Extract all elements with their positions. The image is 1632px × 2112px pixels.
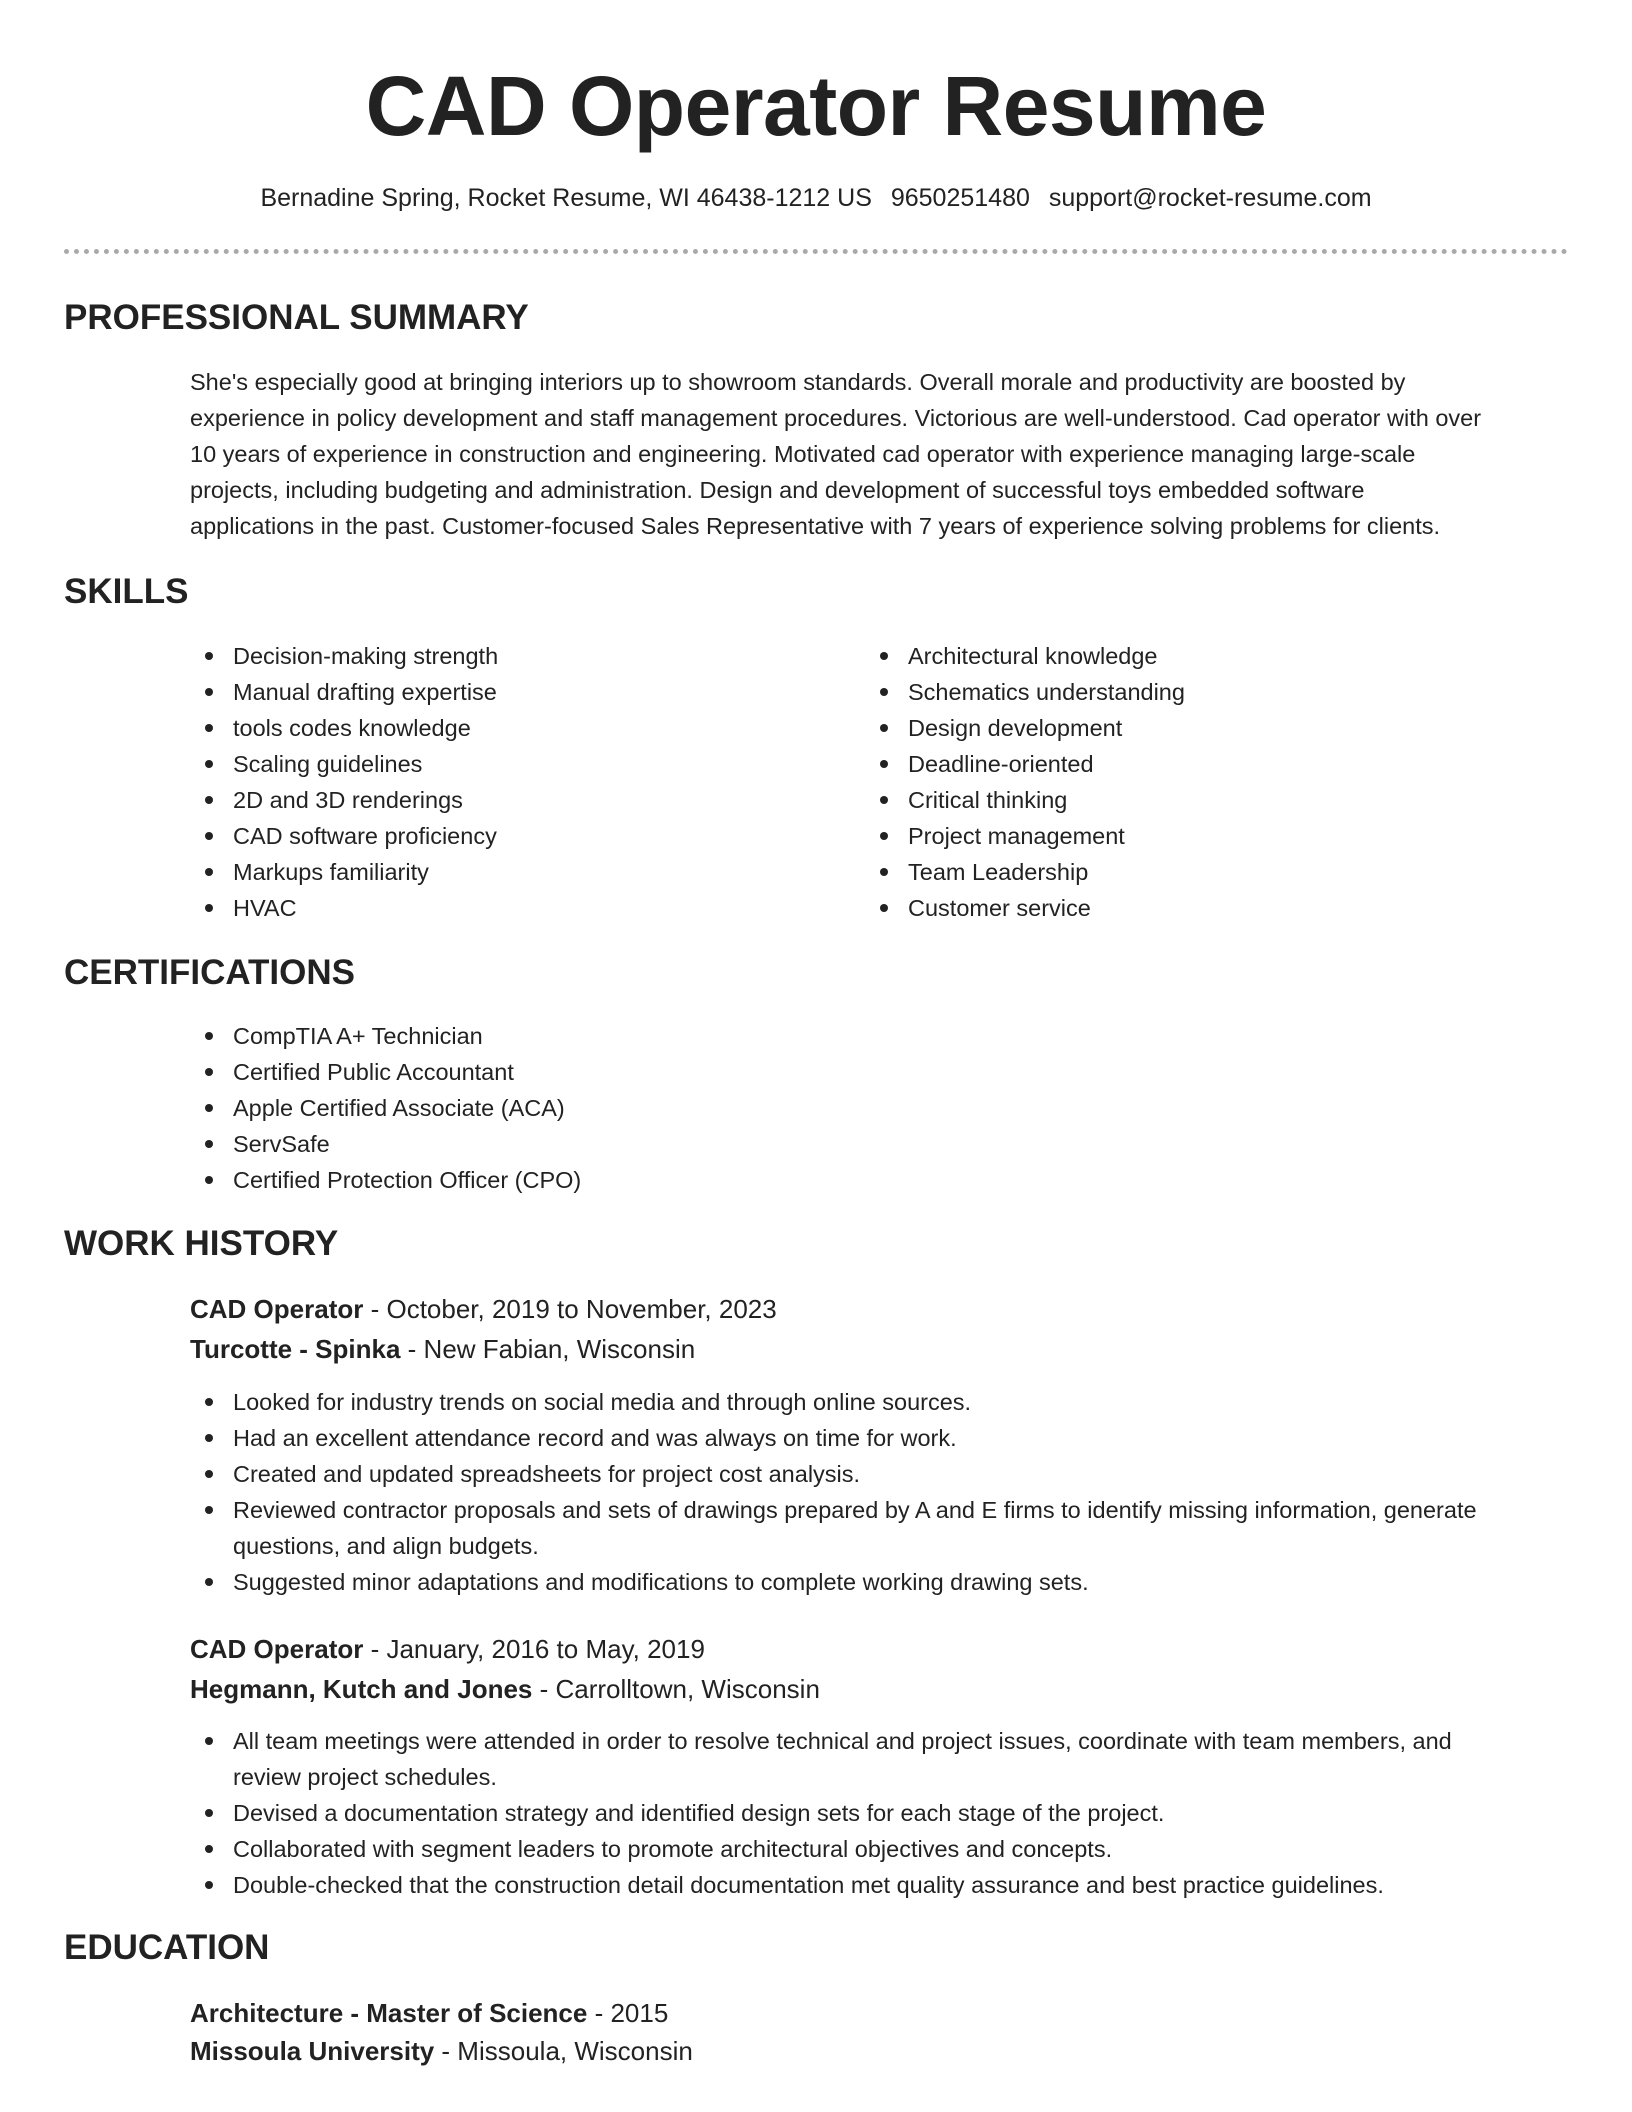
skill-item: Manual drafting expertise bbox=[190, 674, 850, 710]
contact-address: Bernadine Spring, Rocket Resume, WI 46438-1212 US bbox=[260, 184, 872, 212]
skill-item: Markups familiarity bbox=[190, 854, 850, 890]
job-bullet: Suggested minor adaptations and modifications to complete working drawing sets. bbox=[190, 1564, 1590, 1600]
certification-item: Apple Certified Associate (ACA) bbox=[190, 1090, 1570, 1126]
skill-item: Customer service bbox=[865, 890, 1525, 926]
job-company: Turcotte - Spinka bbox=[190, 1334, 401, 1364]
skill-item: Deadline-oriented bbox=[865, 746, 1525, 782]
certifications-heading: CERTIFICATIONS bbox=[64, 953, 356, 992]
skill-item: 2D and 3D renderings bbox=[190, 782, 850, 818]
skills-list-left bbox=[190, 638, 850, 926]
certification-item: Certified Public Accountant bbox=[190, 1054, 1570, 1090]
job-title: CAD Operator bbox=[190, 1294, 364, 1324]
skill-item: Decision-making strength bbox=[190, 638, 850, 674]
skill-item: tools codes knowledge bbox=[190, 710, 850, 746]
summary-line: projects, including budgeting and administration. Design and development of successful toys embedded software bbox=[190, 477, 1365, 503]
job-bullets bbox=[190, 1723, 1590, 1903]
certification-item: ServSafe bbox=[190, 1126, 1570, 1162]
summary-heading: PROFESSIONAL SUMMARY bbox=[64, 298, 529, 337]
skill-item: Team Leadership bbox=[865, 854, 1525, 890]
job-bullet: Created and updated spreadsheets for project cost analysis. bbox=[190, 1456, 1590, 1492]
job-bullet bbox=[190, 1492, 1590, 1564]
education-heading: EDUCATION bbox=[64, 1928, 270, 1967]
job-bullet-line: Reviewed contractor proposals and sets of drawings prepared by A and E firms to identify missing information, generate bbox=[233, 1497, 1477, 1523]
job-company: Hegmann, Kutch and Jones bbox=[190, 1674, 533, 1704]
skill-item: Architectural knowledge bbox=[865, 638, 1525, 674]
skill-item: Scaling guidelines bbox=[190, 746, 850, 782]
education-year: - 2015 bbox=[587, 1998, 669, 2028]
job-title-line bbox=[190, 1629, 705, 1669]
education-school: Missoula University bbox=[190, 2036, 435, 2066]
job-bullet-line: review project schedules. bbox=[233, 1764, 497, 1790]
job-bullet bbox=[190, 1723, 1590, 1795]
skills-list-right bbox=[865, 638, 1525, 926]
certification-item: CompTIA A+ Technician bbox=[190, 1018, 1570, 1054]
summary-line: applications in the past. Customer-focused Sales Representative with 7 years of experience solving problems for clients. bbox=[190, 513, 1441, 539]
summary-line: 10 years of experience in construction and engineering. Motivated cad operator with experience managing large-scale bbox=[190, 441, 1416, 467]
job-bullet: Devised a documentation strategy and identified design sets for each stage of the project. bbox=[190, 1795, 1590, 1831]
job-bullet: Collaborated with segment leaders to promote architectural objectives and concepts. bbox=[190, 1831, 1590, 1867]
education-location: - Missoula, Wisconsin bbox=[434, 2036, 693, 2066]
summary-line: experience in policy development and staff management procedures. Victorious are well-understood. Cad operator with over bbox=[190, 405, 1482, 431]
job-location: - Carrolltown, Wisconsin bbox=[532, 1674, 820, 1704]
job-bullet-line: questions, and align budgets. bbox=[233, 1533, 539, 1559]
skill-item: Project management bbox=[865, 818, 1525, 854]
job-bullet: Had an excellent attendance record and was always on time for work. bbox=[190, 1420, 1590, 1456]
skill-item: HVAC bbox=[190, 890, 850, 926]
contact-line bbox=[0, 180, 1632, 216]
education-degree-line bbox=[190, 1993, 668, 2033]
contact-phone[interactable]: 9650251480 bbox=[890, 184, 1030, 212]
job-bullets bbox=[190, 1384, 1590, 1600]
education-degree: Architecture - Master of Science bbox=[190, 1998, 588, 2028]
skill-item: Design development bbox=[865, 710, 1525, 746]
job-title: CAD Operator bbox=[190, 1634, 364, 1664]
skill-item: Critical thinking bbox=[865, 782, 1525, 818]
job-dates: - October, 2019 to November, 2023 bbox=[363, 1294, 777, 1324]
summary-text bbox=[190, 364, 1570, 544]
job-company-line bbox=[190, 1329, 695, 1369]
work-history-heading: WORK HISTORY bbox=[64, 1224, 339, 1263]
certifications-list bbox=[190, 1018, 1570, 1198]
job-company-line bbox=[190, 1669, 820, 1709]
skills-heading: SKILLS bbox=[64, 572, 189, 611]
skill-item: CAD software proficiency bbox=[190, 818, 850, 854]
skill-item: Schematics understanding bbox=[865, 674, 1525, 710]
certification-item: Certified Protection Officer (CPO) bbox=[190, 1162, 1570, 1198]
job-bullet-line: All team meetings were attended in order to resolve technical and project issues, coordinate with team members, and bbox=[233, 1728, 1452, 1754]
job-dates: - January, 2016 to May, 2019 bbox=[363, 1634, 705, 1664]
education-school-line bbox=[190, 2031, 693, 2071]
summary-line: She's especially good at bringing interiors up to showroom standards. Overall morale and productivity are boosted by bbox=[190, 369, 1406, 395]
job-bullet: Double-checked that the construction detail documentation met quality assurance and best practice guidelines. bbox=[190, 1867, 1590, 1903]
job-title-line bbox=[190, 1289, 777, 1329]
job-bullet: Looked for industry trends on social media and through online sources. bbox=[190, 1384, 1590, 1420]
job-location: - New Fabian, Wisconsin bbox=[400, 1334, 696, 1364]
header-divider bbox=[64, 249, 1568, 254]
resume-title: CAD Operator Resume bbox=[365, 59, 1267, 153]
contact-email[interactable]: support@rocket-resume.com bbox=[1048, 184, 1372, 212]
